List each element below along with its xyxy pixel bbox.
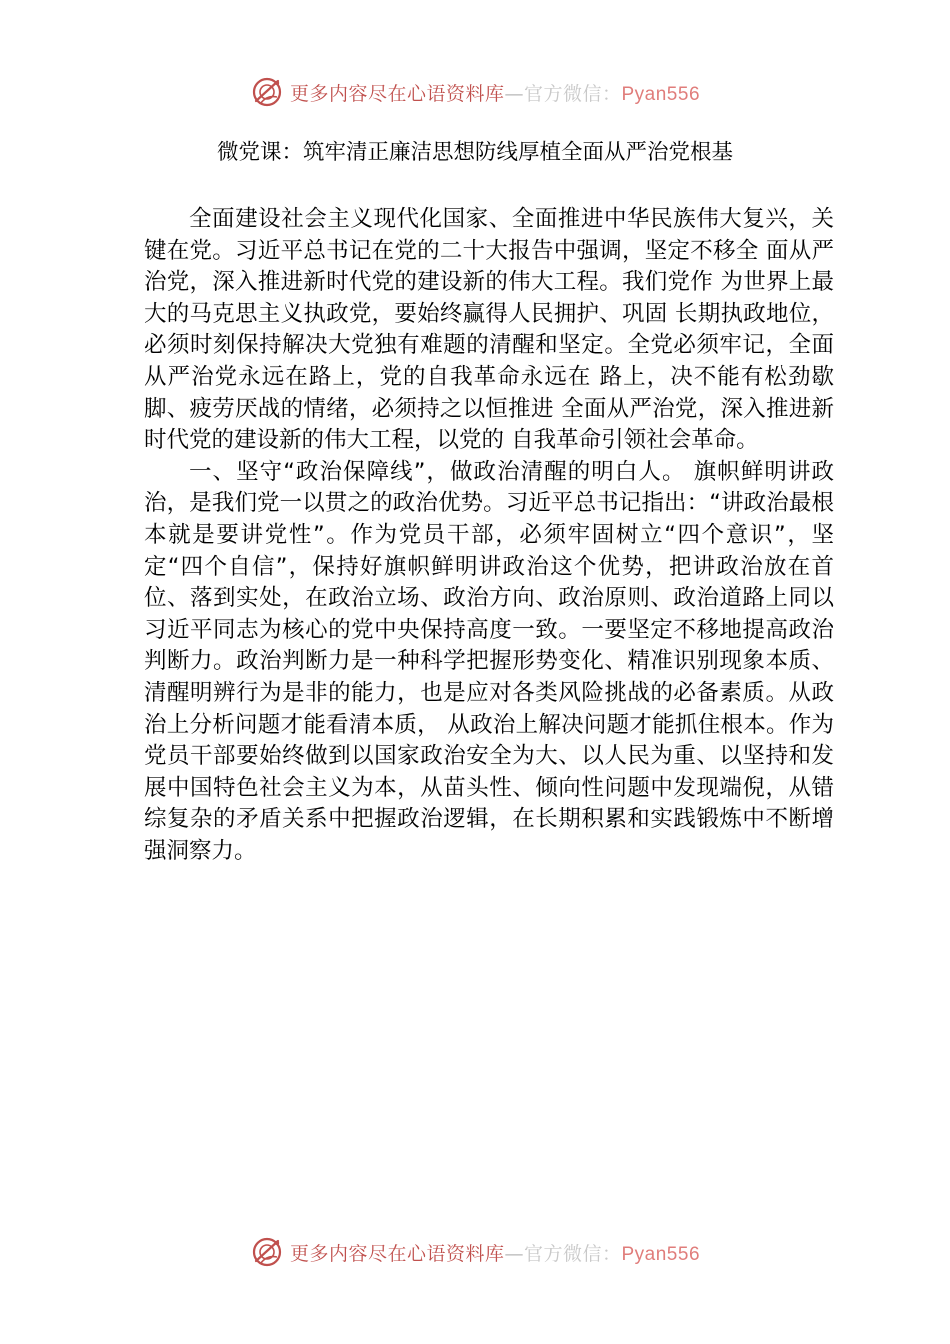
header-wechat-id: Pyan556: [621, 83, 701, 105]
document-body: [144, 204, 834, 867]
header-banner: [0, 72, 950, 112]
paragraph-intro: 全面建设社会主义现代化国家、全面推进中华民族伟大复兴，关键在党。习近平总书记在党的二十大报告中强调，坚定不移全 面从严治党，深入推进新时代党的建设新的伟大工程。我们党作 为世界上最大的马克思主义执政党，要始终赢得人民拥护、巩固 长期执政地位，必须时刻保持解决大党独有难题的清醒和坚定。全党必须牢记，全面从严治党永远在路上，党的自我革命永远在 路上，决不能有松劲歇脚、疲劳厌战的情绪，必须持之以恒推进 全面从严治党，深入推进新时代党的建设新的伟大工程，以党的 自我革命引领社会革命。: [144, 206, 834, 454]
header-wechat-label: 官方微信：: [523, 82, 622, 105]
brand-logo-icon: [250, 75, 284, 109]
footer-wechat-label: 官方微信：: [523, 1242, 622, 1265]
footer-banner: [0, 1232, 950, 1272]
header-brand-text: 更多内容尽在心语资料库: [289, 82, 505, 105]
footer-brand-text: 更多内容尽在心语资料库: [289, 1242, 505, 1265]
paragraph-section-one: 一、坚守“政治保障线”，做政治清醒的明白人。 旗帜鲜明讲政治，是我们党一以贯之的政治优势。习近平总书记指出：“讲政治最根本就是要讲党性”。作为党员干部，必须牢固树立“四个意识”，坚定“四个自信”，保持好旗帜鲜明讲政治这个优势，把讲政治放在首位、落到实处，在政治立场、政治方向、政治原则、政治道路上同以习近平同志为核心的党中央保持高度一致。一要坚定不移地提高政治判断力。政治判断力是一种科学把握形势变化、精准识别现象本质、清醒明辨行为是非的能力，也是应对各类风险挑战的必备素质。从政治上分析问题才能看清本质， 从政治上解决问题才能抓住根本。作为党员干部要始终做到以国家政治安全为大、以人民为重、以坚持和发展中国特色社会主义为本，从苗头性、倾向性问题中发现端倪，从错综复杂的矛盾关系中把握政治逻辑，在长期积累和实践锻炼中不断增强洞察力。: [144, 458, 834, 864]
brand-logo-icon: [250, 1235, 284, 1269]
footer-wechat-id: Pyan556: [621, 1243, 701, 1265]
header-separator: —: [504, 82, 524, 105]
footer-separator: —: [504, 1242, 524, 1265]
header-banner-text: [290, 79, 700, 106]
footer-banner-text: [290, 1239, 700, 1266]
document-title: 微党课：筑牢清正廉洁思想防线厚植全面从严治党根基: [216, 140, 733, 165]
